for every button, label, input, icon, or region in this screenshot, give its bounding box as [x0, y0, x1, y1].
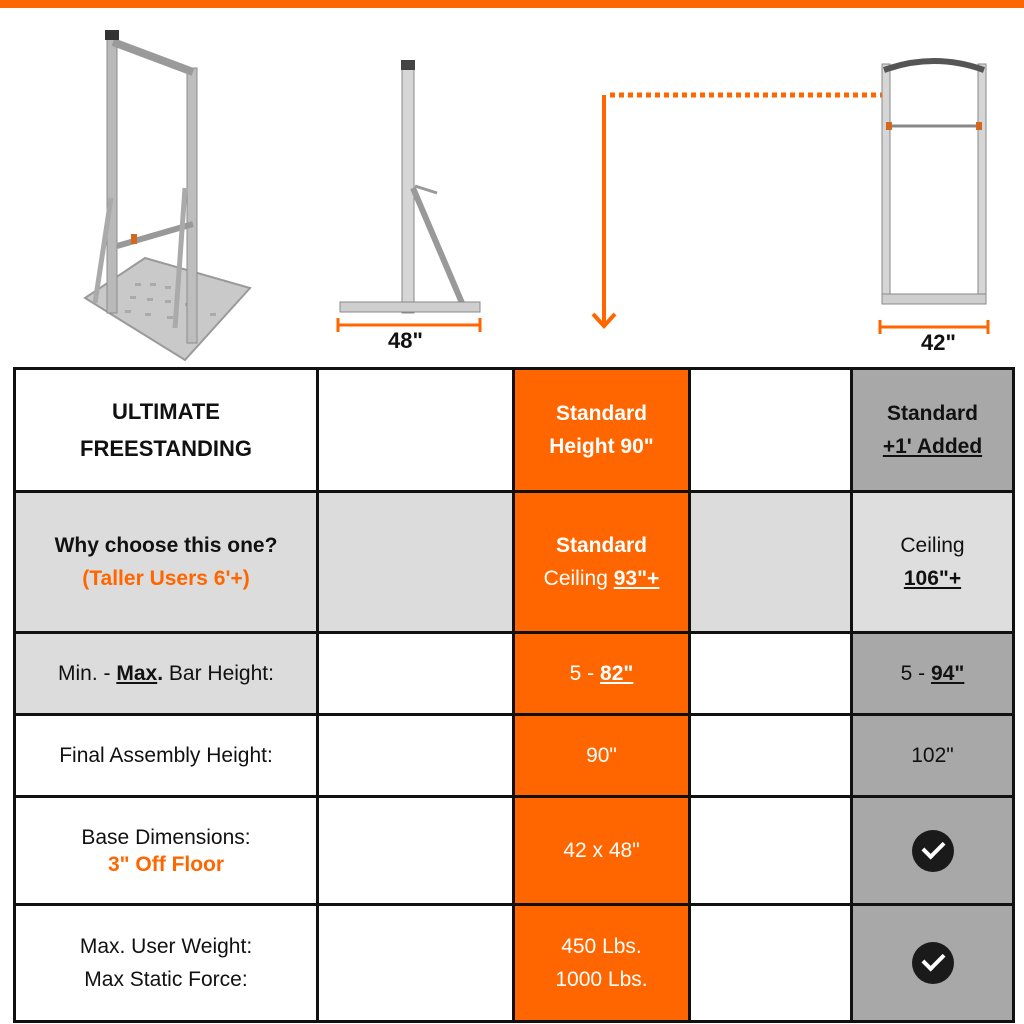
empty-cell	[318, 797, 514, 905]
standard-ceiling-prefix: Ceiling	[543, 567, 608, 590]
added-weight-cell	[852, 905, 1014, 1022]
empty-cell	[690, 633, 852, 715]
weight-label-cell	[15, 905, 318, 1022]
product-hero	[0, 8, 1024, 366]
bar-height-prefix: Min. -	[58, 662, 111, 685]
empty-cell	[690, 715, 852, 797]
standard-assembly-value: 90"	[514, 715, 690, 797]
header-row	[15, 369, 1014, 492]
empty-cell	[318, 715, 514, 797]
added-bar-min: 5 -	[900, 662, 926, 685]
top-accent-bar	[0, 0, 1024, 8]
bar-height-suffix: Bar Height:	[168, 662, 274, 685]
standard-bar-height-cell	[514, 633, 690, 715]
added-ceiling-line1: Ceiling	[900, 534, 965, 557]
empty-cell	[690, 369, 852, 492]
base-label-line2: 3" Off Floor	[107, 852, 225, 876]
weight-label-line1: Max. User Weight:	[79, 935, 253, 958]
bar-height-label-cell	[15, 633, 318, 715]
empty-cell	[690, 492, 852, 633]
standard-base-value: 42 x 48"	[514, 797, 690, 905]
assembly-label: Final Assembly Height:	[15, 715, 318, 797]
pullup-station-perspective-image	[75, 28, 255, 368]
why-question: Why choose this one?	[54, 534, 278, 557]
empty-cell	[318, 492, 514, 633]
standard-ceiling-value: 93"+	[613, 567, 660, 590]
front-width-label: 42"	[921, 330, 956, 355]
standard-bar-max: 82"	[600, 662, 634, 685]
empty-cell	[318, 633, 514, 715]
added-bar-height-cell	[852, 633, 1014, 715]
standard-ceiling-line1: Standard	[555, 534, 647, 557]
added-base-cell	[852, 797, 1014, 905]
added-bar-max: 94"	[931, 662, 965, 685]
standard-weight-cell	[514, 905, 690, 1022]
why-answer: (Taller Users 6'+)	[82, 567, 250, 590]
side-width-label: 48"	[388, 328, 423, 353]
ceiling-height-arrow	[590, 86, 890, 336]
bar-height-row	[15, 633, 1014, 715]
standard-bar-min: 5 -	[569, 662, 595, 685]
added-header-line2: +1' Added	[882, 435, 983, 458]
base-label-line1: Base Dimensions:	[81, 825, 251, 849]
standard-header-line1: Standard	[555, 402, 647, 425]
why-label-cell	[15, 492, 318, 633]
product-title-line1: ULTIMATE	[112, 399, 220, 424]
added-assembly-value: 102"	[852, 715, 1014, 797]
product-title-cell	[15, 369, 318, 492]
bar-height-dot: .	[157, 662, 164, 685]
standard-ceiling-cell	[514, 492, 690, 633]
empty-cell	[318, 905, 514, 1022]
front-view-image	[878, 56, 990, 311]
bar-height-max: Max	[116, 662, 158, 685]
base-dimensions-row	[15, 797, 1014, 905]
standard-header-line2: Height 90"	[549, 435, 654, 458]
added-ceiling-cell	[852, 492, 1014, 633]
added-column-header	[852, 369, 1014, 492]
comparison-table	[13, 367, 1015, 1023]
standard-column-header	[514, 369, 690, 492]
side-view-image	[335, 58, 485, 328]
standard-weight-value: 450 Lbs.	[561, 935, 642, 958]
user-weight-row	[15, 905, 1014, 1022]
weight-label-line2: Max Static Force:	[84, 968, 248, 991]
checkmark-icon	[912, 830, 954, 872]
why-row	[15, 492, 1014, 633]
added-ceiling-value: 106"+	[903, 567, 962, 590]
base-label-cell	[15, 797, 318, 905]
added-header-line1: Standard	[886, 402, 978, 425]
checkmark-icon	[912, 942, 954, 984]
standard-force-value: 1000 Lbs.	[555, 968, 648, 991]
assembly-height-row	[15, 715, 1014, 797]
empty-cell	[690, 797, 852, 905]
product-title-line2: FREESTANDING	[80, 436, 252, 461]
empty-cell	[318, 369, 514, 492]
empty-cell	[690, 905, 852, 1022]
